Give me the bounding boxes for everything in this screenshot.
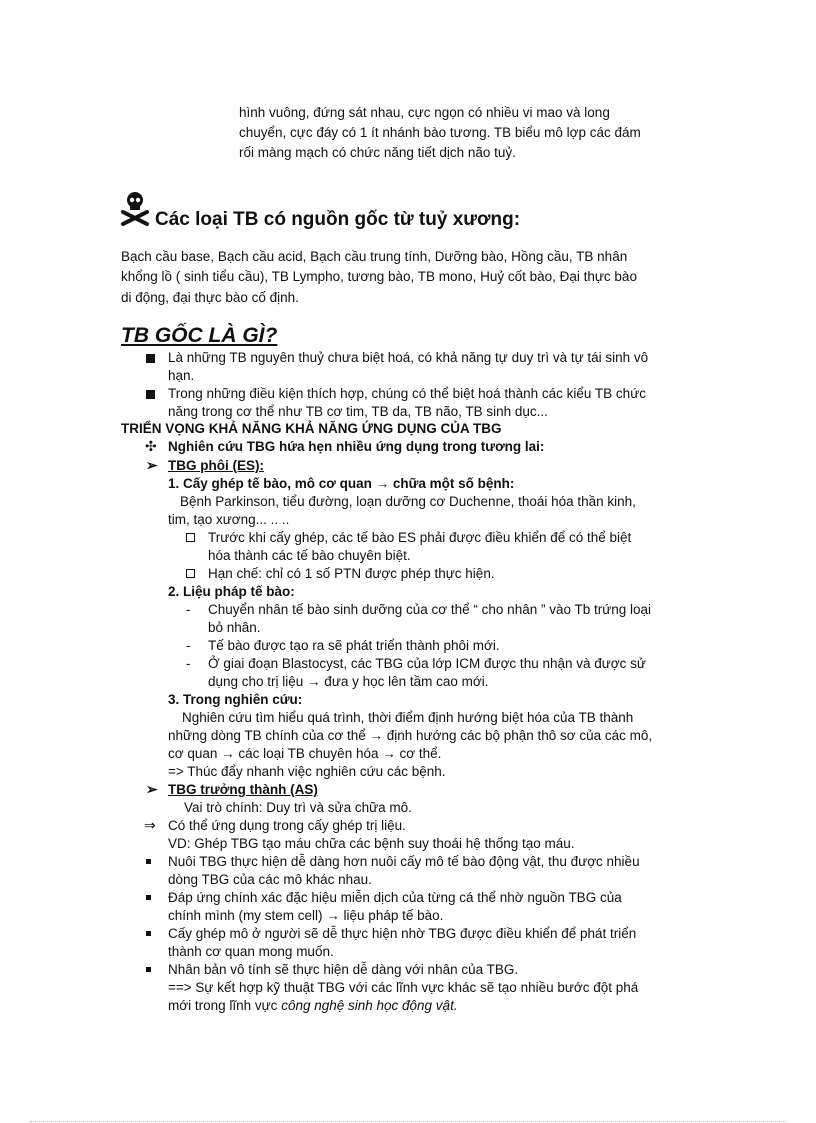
s2-dash-2: Tế bào được tạo ra sẽ phát triển thành phôi mới. [208, 638, 500, 653]
stem-bullet-2-line-2: năng trong cơ thể như TB cơ tim, TB da, TB não, TB sinh dục... [168, 404, 548, 419]
s1-box-1-line-2: hóa thành các tế bào chuyên biệt. [208, 548, 411, 563]
s2-dash-1-line-2: bỏ nhân. [208, 620, 261, 635]
arrow-line-1: Có thể ứng dụng trong cấy ghép trị liệu. [168, 818, 406, 833]
arrowhead-bullet-icon: ➢ [146, 457, 158, 473]
marrow-line-2: khổng lồ ( sinh tiểu cầu), TB Lympho, tương bào, TB mono, Huỷ cốt bào, Đại thực bào [121, 269, 637, 284]
checkbox-bullet-icon [186, 533, 195, 542]
intro-line-3: rối màng mạch có chức năng tiết dịch não tuỷ. [239, 145, 516, 160]
stem-bullet-1-line-2: hạn. [168, 368, 195, 383]
bullet-3-line-2: thành cơ quan mong muốn. [168, 944, 334, 959]
s1-line-1: Bệnh Parkinson, tiểu đường, loạn dưỡng cơ Duchenne, thoái hóa thần kinh, [180, 494, 636, 509]
stem-bullet-2-line-1: Trong những điều kiện thích hợp, chúng có thể biệt hoá thành các kiểu TB chức [168, 386, 646, 401]
bullet-1-line-1: Nuôi TBG thực hiện dễ dàng hơn nuôi cấy mô tế bào động vật, thu được nhiều [168, 854, 640, 869]
checkbox-bullet-icon [186, 569, 195, 578]
s2-title: 2. Liệu pháp tế bào: [168, 584, 295, 599]
final-line-2 [168, 997, 458, 1015]
es-title: TBG phôi (ES): [168, 458, 264, 473]
stem-bullet-1-line-1: Là những TB nguyên thuỷ chưa biệt hoá, có khả năng tự duy trì và tự tái sinh vô [168, 350, 649, 365]
diamond-bullet-icon: ✣ [145, 438, 157, 454]
page-footer-rule [30, 1121, 786, 1122]
s1-line-2: tim, tạo xương... .. .. [168, 512, 290, 527]
as-line: Vai trò chính: Duy trì và sửa chữa mô. [184, 800, 412, 815]
marrow-line-1: Bạch cầu base, Bạch cầu acid, Bạch cầu trung tính, Dưỡng bào, Hồng cầu, TB nhân [121, 249, 628, 264]
s3-line-1: Nghiên cứu tìm hiểu quá trình, thời điểm định hướng biệt hóa của TB thành [182, 710, 634, 725]
s1-box-2: Hạn chế: chỉ có 1 số PTN được phép thực hiện. [208, 566, 495, 581]
implies-arrow-icon: ⇒ [144, 817, 156, 833]
s3-line-4: => Thúc đẩy nhanh việc nghiên cứu các bệnh. [168, 764, 446, 779]
intro-line-2: chuyển, cực đáy có 1 ít nhánh bào tương. TB biểu mô lợp các đám [239, 125, 641, 140]
arrowhead-bullet-icon: ➢ [146, 781, 158, 797]
s3-line-3: cơ quan → các loại TB chuyên hóa → cơ thể. [168, 746, 442, 761]
bullet-4: Nhân bản vô tính sẽ thực hiện dễ dàng với nhân của TBG. [168, 962, 519, 977]
small-square-bullet-icon [146, 931, 151, 936]
bullet-2-line-2: chính mình (my stem cell) → liệu pháp tế bào. [168, 908, 444, 923]
dash-icon: - [186, 656, 191, 671]
dash-icon: - [186, 602, 191, 617]
as-title: TBG trưởng thành (AS) [168, 782, 318, 797]
research-line: Nghiên cứu TBG hứa hẹn nhiều ứng dụng trong tương lai: [168, 439, 545, 454]
small-square-bullet-icon [146, 859, 151, 864]
s2-dash-1-line-1: Chuyển nhân tế bào sinh dưỡng của cơ thể “ cho nhân ” vào Tb trứng loại [208, 602, 652, 617]
marrow-heading: Các loại TB có nguồn gốc từ tuỷ xương: [155, 209, 521, 230]
bullet-2-line-1: Đáp ứng chính xác đặc hiệu miễn dịch của từng cá thể nhờ nguồn TBG của [168, 890, 622, 905]
small-square-bullet-icon [146, 967, 151, 972]
final-line-2-plain: mới trong lĩnh vực [168, 998, 282, 1013]
bullet-3-line-1: Cấy ghép mô ở người sẽ dễ thực hiện nhờ TBG được điều khiển để phát triển [168, 926, 637, 941]
small-square-bullet-icon [146, 895, 151, 900]
arrow-line-2: VD: Ghép TBG tạo máu chữa các bệnh suy thoái hệ thống tạo máu. [168, 836, 575, 851]
s3-line-2: những dòng TB chính của cơ thể → định hướng các bộ phận thô sơ của các mô, [168, 728, 653, 743]
final-line-2-italic: công nghệ sinh học động vật. [281, 998, 458, 1013]
s1-box-1-line-1: Trước khi cấy ghép, các tế bào ES phải được điều khiển để có thể biệt [208, 530, 632, 545]
skull-crossbones-icon [120, 192, 150, 226]
final-line-1: ==> Sự kết hợp kỹ thuật TBG với các lĩnh vực khác sẽ tạo nhiều bước đột phá [168, 980, 639, 995]
stem-heading: TB GỐC LÀ GÌ? [121, 324, 278, 347]
dash-icon: - [186, 638, 191, 653]
s2-dash-3-line-1: Ở giai đoạn Blastocyst, các TBG của lớp ICM được thu nhận và được sử [208, 656, 646, 671]
s2-dash-3-line-2: dụng cho trị liệu → đưa y học lên tầm cao mới. [208, 674, 489, 689]
marrow-line-3: di động, đại thực bào cố định. [121, 290, 299, 305]
prospects-heading: TRIỂN VỌNG KHẢ NĂNG KHẢ NĂNG ỨNG DỤNG CỦA TBG [121, 421, 502, 436]
intro-line-1: hình vuông, đứng sát nhau, cực ngọn có nhiều vi mao và long [239, 105, 610, 120]
square-bullet-icon [146, 354, 155, 363]
bullet-1-line-2: dòng TBG của các mô khác nhau. [168, 872, 372, 887]
square-bullet-icon [146, 390, 155, 399]
s3-title: 3. Trong nghiên cứu: [168, 692, 303, 707]
s1-title: 1. Cấy ghép tế bào, mô cơ quan → chữa một số bệnh: [168, 476, 515, 491]
